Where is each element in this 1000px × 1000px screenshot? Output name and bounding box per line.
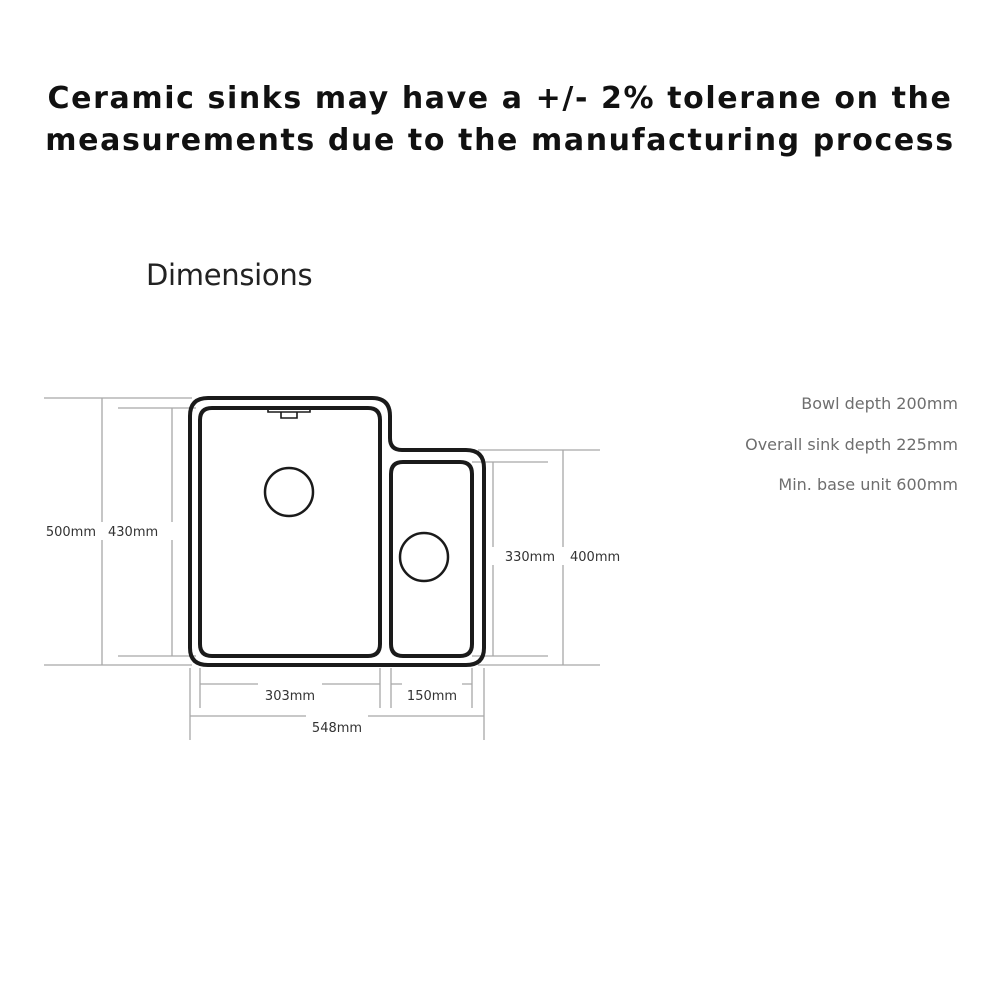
spec-min-base-unit: Min. base unit 600mm [778, 475, 958, 494]
label-small-bowl-width: 150mm [406, 689, 458, 704]
label-masks [96, 522, 569, 726]
label-small-bowl-depth: 330mm [504, 550, 555, 565]
dimensions-heading: Dimensions [146, 258, 313, 292]
small-bowl-drain [400, 533, 448, 581]
small-bowl-inner [391, 462, 472, 656]
spec-bowl-depth: Bowl depth 200mm [801, 394, 958, 413]
spec-overall-sink-depth: Overall sink depth 225mm [745, 434, 958, 454]
label-main-bowl-width: 303mm [264, 689, 316, 704]
sink-outer-rim [190, 398, 484, 665]
label-overall-depth: 500mm [45, 525, 96, 540]
tolerance-note-line-2: measurements due to the manufacturing process [45, 123, 955, 158]
label-main-bowl-depth: 430mm [108, 525, 159, 540]
label-overall-width: 548mm [311, 721, 363, 736]
sink-outline [190, 398, 484, 665]
main-bowl-inner [200, 408, 380, 656]
label-small-section-depth: 400mm [570, 550, 621, 565]
tolerance-note-line-1: Ceramic sinks may have a +/- 2% tolerane on the [47, 81, 953, 116]
main-bowl-drain [265, 468, 313, 516]
dimension-labels [46, 525, 620, 736]
